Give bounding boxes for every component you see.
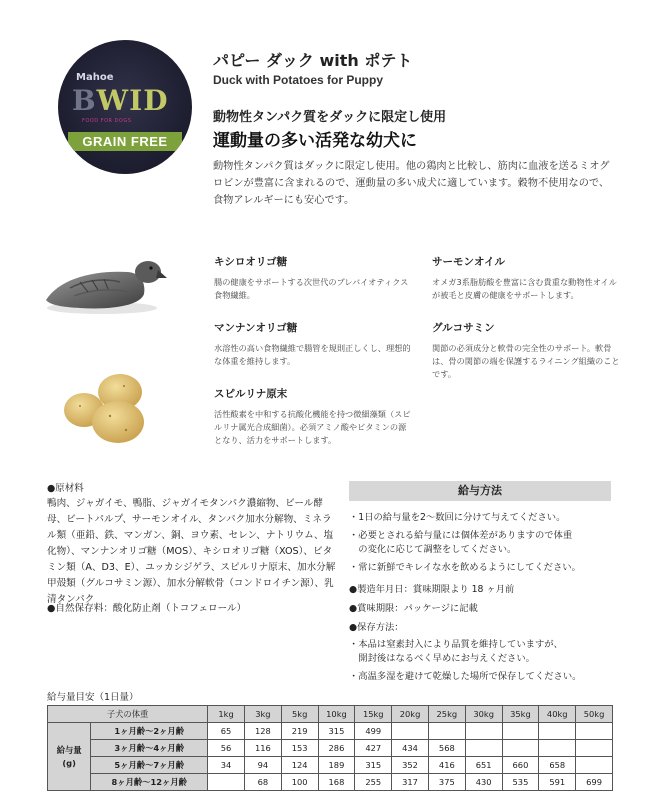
grain-free-badge: GRAIN FREE [68, 132, 182, 151]
weight-header: 30kg [465, 706, 502, 723]
feature-mannan-title: マンナンオリゴ糖 [214, 322, 298, 334]
amount-cell: 499 [355, 723, 392, 740]
amount-cell: 430 [465, 774, 502, 791]
feature-spirulina-title: スピルリナ原末 [214, 388, 288, 400]
logo-brand-text: Mahoe [76, 72, 114, 83]
headline-sub: 動物性タンパク質をダックに限定し使用 [213, 110, 447, 125]
storage-line: ・本品は窒素封入により品質を維持していますが、 [349, 639, 563, 650]
amount-cell: 286 [318, 740, 355, 757]
table-row [48, 757, 613, 774]
amount-cell [576, 723, 613, 740]
storage-line: ・高温多湿を避けて乾燥した場所で保存してください。 [349, 671, 582, 682]
amount-cell: 315 [318, 723, 355, 740]
table-header-row [48, 706, 613, 723]
amount-cell: 591 [539, 774, 576, 791]
feeding-guide-table [47, 705, 613, 791]
feature-glucosamine [432, 320, 622, 381]
amount-cell: 317 [392, 774, 429, 791]
table-row [48, 740, 613, 757]
feature-salmon-text: オメガ3系脂肪酸を豊富に含む貴重な動物性オイルが被毛と皮膚の健康をサポートします。 [432, 277, 617, 300]
logo-word-right: WID [96, 84, 169, 117]
weight-header: 10kg [318, 706, 355, 723]
table-row [48, 723, 613, 740]
amount-cell: 660 [502, 757, 539, 774]
amount-cell [428, 723, 465, 740]
table-row [48, 774, 613, 791]
feeding-table-title: 給与量目安（1日量） [47, 692, 139, 703]
amount-cell: 352 [392, 757, 429, 774]
feature-glucosamine-text: 関節の必須成分と軟骨の完全性のサポート。軟骨は、骨の関節の端を保護するライニング組織のことです。 [432, 343, 620, 379]
amount-cell: 699 [576, 774, 613, 791]
amount-cell [465, 723, 502, 740]
weight-header: 1kg [208, 706, 245, 723]
raw-materials-title: ●原材料 [47, 483, 84, 494]
amount-cell [539, 740, 576, 757]
feature-salmon [432, 254, 622, 302]
feature-xylo-title: キシロオリゴ糖 [214, 256, 288, 268]
amount-side-label [48, 723, 91, 791]
amount-cell: 116 [244, 740, 281, 757]
weight-header: 40kg [539, 706, 576, 723]
amount-cell [392, 723, 429, 740]
potato-illustration [60, 370, 160, 450]
feature-mannan-text: 水溶性の高い食物繊維で腸管を規則正しくし、理想的な体重を維持します。 [214, 343, 411, 366]
feeding-line: ・常に新鮮でキレイな水を飲めるようにしてください。 [349, 562, 581, 573]
amount-cell [465, 740, 502, 757]
table-corner-header: 子犬の体重 [48, 706, 208, 723]
amount-cell: 658 [539, 757, 576, 774]
amount-unit: (g) [62, 757, 76, 768]
amount-cell: 651 [465, 757, 502, 774]
weight-header: 15kg [355, 706, 392, 723]
storage-line: 開封後はなるべく早めにお与えください。 [349, 653, 535, 664]
amount-cell [502, 740, 539, 757]
amount-cell: 100 [281, 774, 318, 791]
amount-cell: 68 [244, 774, 281, 791]
amount-cell: 56 [208, 740, 245, 757]
weight-header: 35kg [502, 706, 539, 723]
amount-cell: 219 [281, 723, 318, 740]
feeding-method-header: 給与方法 [349, 481, 611, 501]
raw-materials-body: 鴨肉、ジャガイモ、鴨脂、ジャガイモタンパク濃縮物、ビール酵母、ビートパルプ、サーモンオイル、タンパク加水分解物、ミネラル類（亜鉛、鉄、マンガン、銅、ヨウ素、セレン、ナトリウム、塩化物）、マンナンオリゴ糖（MOS）、キシロオリゴ糖（XOS）、ビタミン類（A、D3、E）、ユッカシジゲラ、スピルリナ原末、加水分解甲殻類（グルコサミン源）、加水分解軟骨（コンドロイチン源）、乳清タンパク [47, 498, 336, 605]
amount-cell: 427 [355, 740, 392, 757]
feature-spirulina [214, 386, 414, 447]
manufacture-date-line: ●製造年月日：賞味期限より 18 ヶ月前 [349, 584, 515, 595]
amount-cell: 375 [428, 774, 465, 791]
headline-main: 運動量の多い活発な幼犬に [213, 131, 417, 151]
amount-cell: 255 [355, 774, 392, 791]
amount-label: 給与量 [56, 744, 82, 755]
feature-xylo [214, 254, 414, 302]
duck-illustration [40, 248, 170, 318]
feature-glucosamine-title: グルコサミン [432, 322, 495, 334]
feeding-line: ・1日の給与量を2〜数回に分けて与えてください。 [349, 512, 566, 523]
brand-logo [58, 40, 192, 174]
amount-cell: 416 [428, 757, 465, 774]
product-description: 動物性タンパク質はダックに限定し使用。他の鶏肉と比較し、筋肉に血液を送るミオグロビンが豊富に含まれるので、運動量の多い成犬に適しています。穀物不使用なので、食物アレルギーにも安心です。 [213, 161, 610, 206]
weight-header: 25kg [428, 706, 465, 723]
amount-cell: 568 [428, 740, 465, 757]
weight-header: 5kg [281, 706, 318, 723]
amount-cell [576, 757, 613, 774]
product-title-en: Duck with Potatoes for Puppy [213, 73, 384, 87]
amount-cell [208, 774, 245, 791]
amount-cell: 65 [208, 723, 245, 740]
logo-wordmark [72, 84, 169, 117]
product-title-jp: パピー ダック with ポテト [213, 51, 413, 70]
amount-cell: 189 [318, 757, 355, 774]
amount-cell: 168 [318, 774, 355, 791]
logo-tagline: FOOD FOR DOGS [82, 118, 132, 124]
amount-cell: 94 [244, 757, 281, 774]
age-cell: 8ヶ月齢〜12ヶ月齢 [91, 774, 208, 791]
amount-cell: 315 [355, 757, 392, 774]
feeding-line: の変化に応じて調整をしてください。 [349, 544, 517, 555]
amount-cell [539, 723, 576, 740]
expiry-line: ●賞味期限：パッケージに記載 [349, 603, 478, 614]
weight-header: 20kg [392, 706, 429, 723]
feature-spirulina-text: 活性酸素を中和する抗酸化機能を持つ微細藻類（スピルリナ属光合成細菌）。必須アミノ酸やビタミンの源となり、活力をサポートします。 [214, 409, 411, 445]
amount-cell [576, 740, 613, 757]
feature-xylo-text: 腸の健康をサポートする次世代のプレバイオティクス食物繊維。 [214, 277, 409, 300]
storage-title: ●保存方法： [349, 622, 404, 633]
preservative-note: ●自然保存料：酸化防止剤（トコフェロール） [47, 603, 247, 614]
weight-header: 3kg [244, 706, 281, 723]
age-cell: 3ヶ月齢〜4ヶ月齢 [91, 740, 208, 757]
feature-mannan [214, 320, 414, 368]
amount-cell: 535 [502, 774, 539, 791]
feeding-line: ・必要とされる給与量には個体差がありますので体重 [349, 530, 573, 541]
amount-cell: 34 [208, 757, 245, 774]
feature-salmon-title: サーモンオイル [432, 256, 505, 268]
amount-cell: 128 [244, 723, 281, 740]
age-cell: 5ヶ月齢〜7ヶ月齢 [91, 757, 208, 774]
amount-cell: 153 [281, 740, 318, 757]
weight-header: 50kg [576, 706, 613, 723]
amount-cell: 434 [392, 740, 429, 757]
amount-cell [502, 723, 539, 740]
logo-word-left: B [72, 84, 97, 117]
amount-cell: 124 [281, 757, 318, 774]
age-cell: 1ヶ月齢〜2ヶ月齢 [91, 723, 208, 740]
